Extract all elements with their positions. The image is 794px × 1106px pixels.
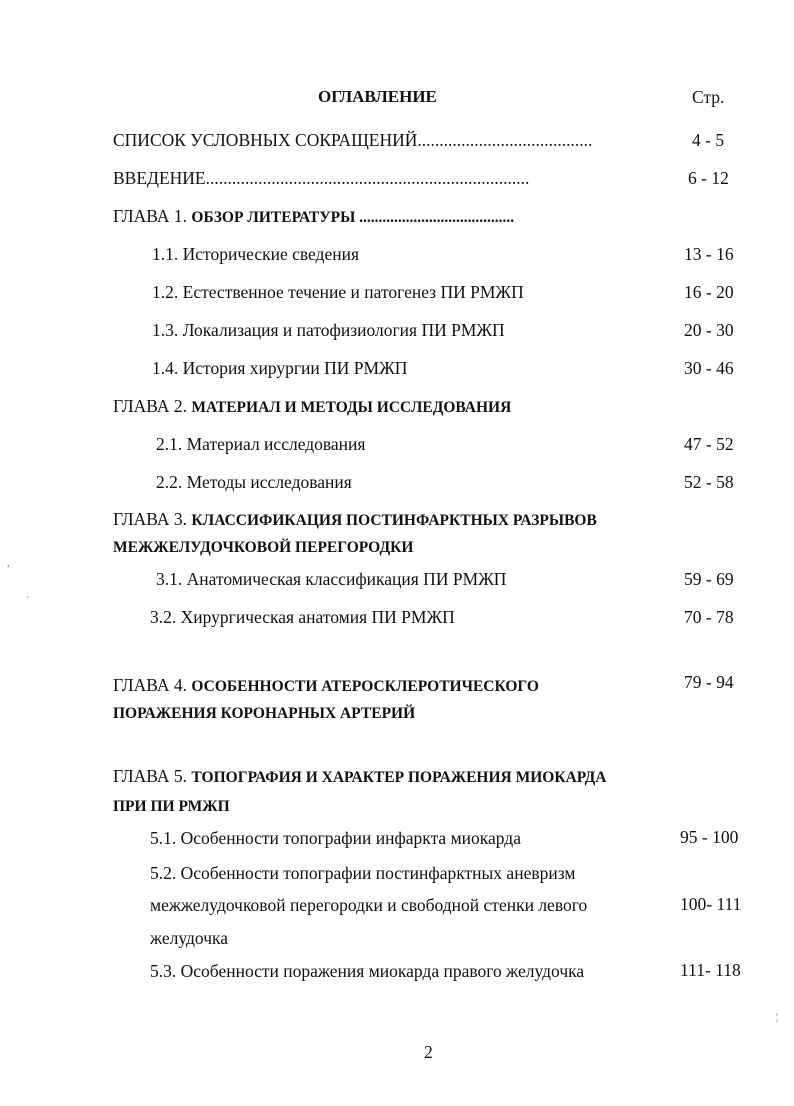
toc-pages-1-1: 13 - 16 — [684, 244, 734, 264]
toc-section-1-3: 1.3. Локализация и патофизиология ПИ РМЖП — [152, 320, 505, 340]
chapter-5-title-line1: ТОПОГРАФИЯ И ХАРАКТЕР ПОРАЖЕНИЯ МИОКАРДА — [191, 769, 607, 786]
chapter-1-title: ОБЗОР ЛИТЕРАТУРЫ ........................................ — [191, 209, 515, 226]
toc-pages-2-1: 47 - 52 — [684, 434, 734, 454]
scan-speck: ` — [26, 596, 30, 607]
toc-pages-2-2: 52 - 58 — [684, 472, 734, 492]
toc-pages-3-2: 70 - 78 — [684, 607, 734, 627]
page-number: 2 — [424, 1042, 433, 1062]
toc-pages-1-2: 16 - 20 — [684, 282, 734, 302]
pages-column-label: Стр. — [692, 87, 725, 107]
scan-speck: ¦ — [776, 1012, 779, 1023]
chapter-3-title-line1: КЛАССИФИКАЦИЯ ПОСТИНФАРКТНЫХ РАЗРЫВОВ — [191, 512, 597, 529]
toc-pages-1-3: 20 - 30 — [684, 320, 734, 340]
toc-section-2-1: 2.1. Материал исследования — [156, 434, 366, 454]
toc-section-3-1: 3.1. Анатомическая классификация ПИ РМЖП — [156, 569, 507, 589]
chapter-4-prefix: ГЛАВА 4. — [113, 675, 188, 695]
chapter-3-title-line2: МЕЖЖЕЛУДОЧКОВОЙ ПЕРЕГОРОДКИ — [113, 539, 414, 556]
toc-chapter-2 — [113, 395, 511, 419]
toc-pages-5-2: 100- 111 — [680, 894, 742, 914]
toc-pages-1-4: 30 - 46 — [684, 358, 734, 378]
toc-chapter-3 — [113, 508, 597, 532]
toc-pages-5-1: 95 - 100 — [680, 827, 739, 847]
toc-chapter-5 — [113, 765, 606, 789]
toc-section-5-2-line1: 5.2. Особенности топографии постинфарктных аневризм — [150, 863, 576, 883]
chapter-4-title-line1: ОСОБЕННОСТИ АТЕРОСКЛЕРОТИЧЕСКОГО — [191, 678, 539, 695]
toc-section-5-2-line2: межжелудочковой перегородки и свободной стенки левого — [150, 895, 588, 915]
toc-chapter-1 — [113, 205, 514, 229]
chapter-1-prefix: ГЛАВА 1. — [113, 206, 188, 226]
toc-section-5-3: 5.3. Особенности поражения миокарда правого желудочка — [150, 961, 585, 981]
toc-pages-chapter-4: 79 - 94 — [684, 672, 734, 692]
chapter-2-title: МАТЕРИАЛ И МЕТОДЫ ИССЛЕДОВАНИЯ — [191, 399, 512, 416]
toc-pages-3-1: 59 - 69 — [684, 569, 734, 589]
toc-section-3-2: 3.2. Хирургическая анатомия ПИ РМЖП — [150, 607, 455, 627]
toc-section-2-2: 2.2. Методы исследования — [156, 472, 352, 492]
toc-pages-5-3: 111- 118 — [680, 960, 741, 980]
toc-pages-introduction: 6 - 12 — [688, 168, 729, 188]
toc-entry-introduction: ВВЕДЕНИЕ.......................................................................... — [113, 168, 530, 188]
toc-section-1-1: 1.1. Исторические сведения — [152, 244, 360, 264]
chapter-5-prefix: ГЛАВА 5. — [113, 766, 188, 786]
toc-entry-abbreviations: СПИСОК УСЛОВНЫХ СОКРАЩЕНИЙ........................................ — [113, 130, 593, 150]
toc-section-1-2: 1.2. Естественное течение и патогенез ПИ РМЖП — [152, 282, 524, 302]
chapter-2-prefix: ГЛАВА 2. — [113, 396, 188, 416]
toc-chapter-4 — [113, 674, 539, 698]
toc-pages-abbreviations: 4 - 5 — [692, 130, 725, 150]
toc-title: ОГЛАВЛЕНИЕ — [318, 87, 437, 106]
toc-section-5-1: 5.1. Особенности топографии инфаркта миокарда — [150, 828, 521, 848]
chapter-3-prefix: ГЛАВА 3. — [113, 509, 188, 529]
chapter-5-title-line2: ПРИ ПИ РМЖП — [113, 798, 230, 815]
toc-section-1-4: 1.4. История хирургии ПИ РМЖП — [152, 358, 408, 378]
toc-section-5-2-line3: желудочка — [150, 928, 229, 948]
scan-speck: , — [7, 558, 10, 569]
chapter-4-title-line2: ПОРАЖЕНИЯ КОРОНАРНЫХ АРТЕРИЙ — [113, 705, 416, 722]
